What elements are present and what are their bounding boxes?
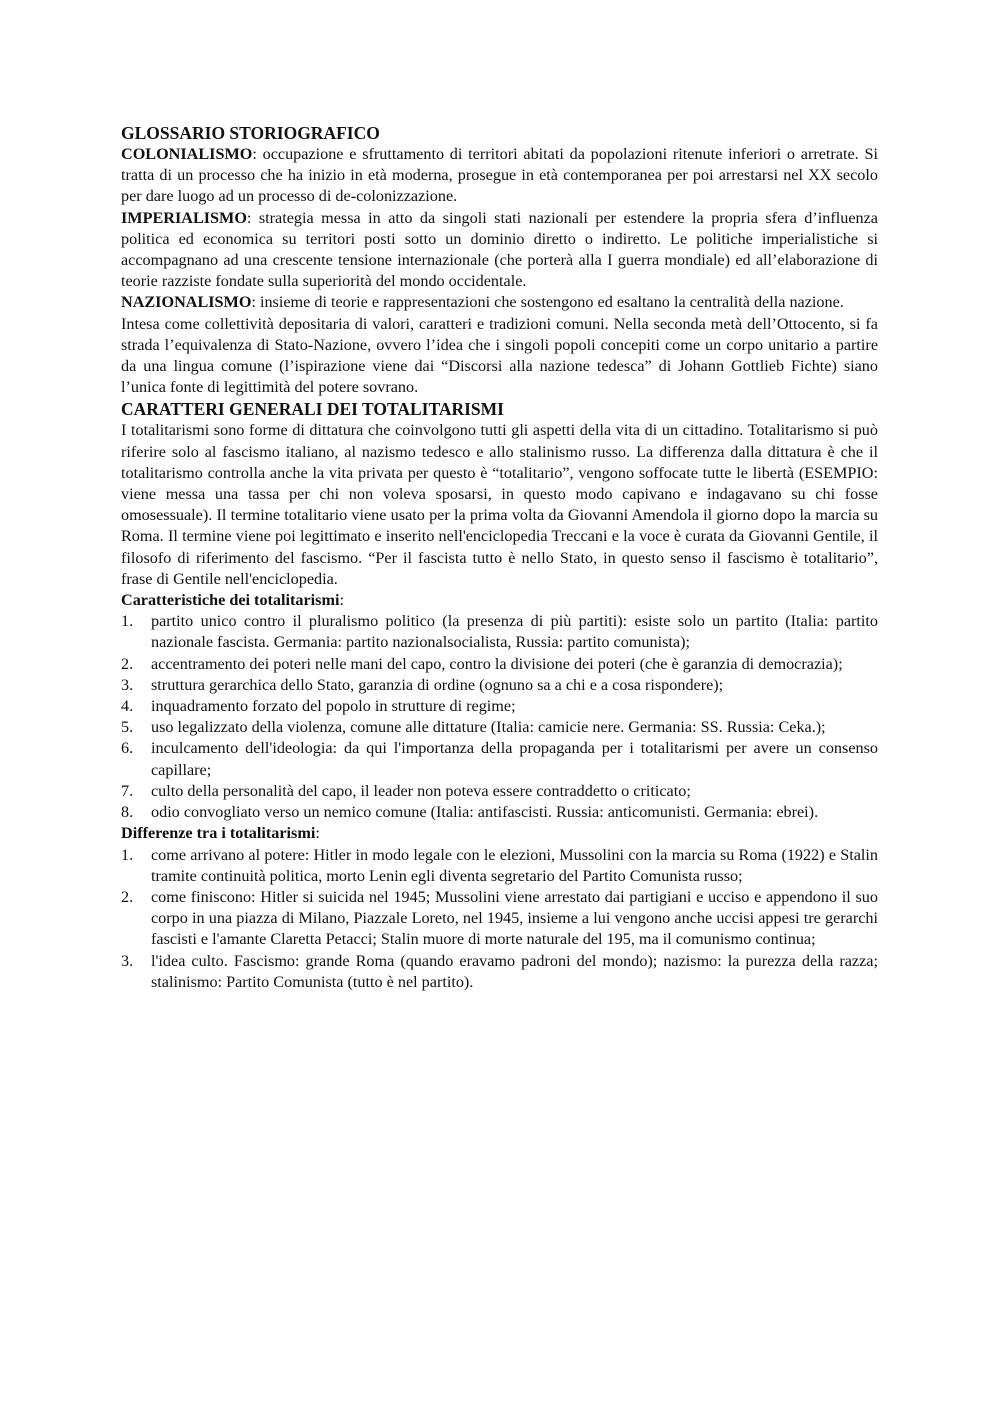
characteristics-heading: Caratteristiche dei totalitarismi xyxy=(121,591,340,610)
characteristics-heading-line xyxy=(121,590,878,611)
list-item xyxy=(121,781,878,802)
list-number: 2. xyxy=(121,887,134,906)
list-item-text: l'idea culto. Fascismo: grande Roma (quando eravamo padroni del mondo); nazismo: la purezza della razza; stalinismo: Partito Comunista (tutto è nel partito). xyxy=(151,951,878,991)
list-item-text: come arrivano al potere: Hitler in modo legale con le elezioni, Mussolini con la marcia su Roma (1922) e Stalin tramite continuità politica, morto Lenin egli diventa segretario del Partito Comunista russo; xyxy=(151,845,878,885)
list-item xyxy=(121,887,878,951)
list-number: 1. xyxy=(121,845,134,864)
characteristics-list xyxy=(121,611,878,823)
nation-paragraph: Intesa come collettività depositaria di valori, caratteri e tradizioni comuni. Nella seconda metà dell’Ottocento, si fa strada l’equivalenza di Stato-Nazione, ovvero l’idea che i singoli popoli concepiti come un corpo unitario a partire da una lingua comune (l’ispirazione viene dai “Discorsi alla nazione tedesca” di Johann Gottlieb Fichte) siano l’unica fonte di legittimità del potere sovrano. xyxy=(121,314,878,397)
glossary-title: GLOSSARIO STORIOGRAFICO xyxy=(121,123,380,143)
list-item xyxy=(121,654,878,675)
list-number: 6. xyxy=(121,739,134,758)
differences-heading-line xyxy=(121,823,878,844)
definition-imperialismo: : strategia messa in atto da singoli stati nazionali per estendere la propria sfera d’influenza politica ed economica su territori posti sotto un dominio diretto o indiretto. Le politiche imperialistiche si accompagnano ad una crescente tensione internazionale (che porterà alla I guerra mondiale) ed all’elaborazione di teorie razziste fondate sulla superiorità del mondo occidentale. xyxy=(121,208,878,291)
differences-colon: : xyxy=(315,824,320,843)
list-number: 4. xyxy=(121,697,134,716)
list-number: 3. xyxy=(121,951,134,970)
glossary-entry-imperialismo xyxy=(121,208,878,293)
list-number: 8. xyxy=(121,803,134,822)
differences-list xyxy=(121,845,878,993)
list-item-text: struttura gerarchica dello Stato, garanzia di ordine (ognuno sa a chi e a cosa rispondere); xyxy=(151,675,724,694)
list-item-text: inculcamento dell'ideologia: da qui l'importanza della propaganda per i totalitarismi per avere un consenso capillare; xyxy=(151,739,878,779)
list-item-text: odio convogliato verso un nemico comune (Italia: antifascisti. Russia: anticomunisti. Germania: ebrei). xyxy=(151,803,819,822)
list-number: 3. xyxy=(121,675,134,694)
list-item xyxy=(121,738,878,780)
list-item-text: inquadramento forzato del popolo in strutture di regime; xyxy=(151,697,516,716)
term-imperialismo: IMPERIALISMO xyxy=(121,208,247,227)
term-colonialismo: COLONIALISMO xyxy=(121,145,253,163)
term-nazionalismo: NAZIONALISMO xyxy=(121,293,252,312)
list-item xyxy=(121,717,878,738)
definition-colonialismo: : occupazione e sfruttamento di territori abitati da popolazioni ritenute inferiori o arretrate. Si tratta di un processo che ha inizio in età moderna, prosegue in età contemporanea per poi arrestarsi nel XX secolo per dare luogo ad un processo di de-colonizzazione. xyxy=(121,145,878,206)
list-item-text: accentramento dei poteri nelle mani del capo, contro la divisione dei poteri (che è garanzia di democrazia); xyxy=(151,654,843,673)
totalitarianism-intro: I totalitarismi sono forme di dittatura che coinvolgono tutti gli aspetti della vita di un cittadino. Totalitarismo si può riferire solo al fascismo italiano, al nazismo tedesco e allo stalinismo russo. La differenza dalla dittatura è che il totalitarismo controlla anche la vita privata per questo è “totalitario”, vengono soffocate tutte le libertà (ESEMPIO: viene messa una tassa per chi non voleva sposarsi, in questo modo capivano e indagavano su chi fosse omosessuale). Il termine totalitario viene usato per la prima volta da Giovanni Amendola il giorno dopo la marcia su Roma. Il termine viene poi legittimato e inserito nell'enciclopedia Treccani e la voce è curata da Giovanni Gentile, il filosofo di riferimento del fascismo. “Per il fascista tutto è nello Stato, in questo senso il fascismo è totalitario”, frase di Gentile nell'enciclopedia. xyxy=(121,421,878,588)
list-item-text: partito unico contro il pluralismo politico (la presenza di più partiti): esiste solo un partito (Italia: partito nazionale fascista. Germania: partito nazionalsocialista, Russia: partito comunista); xyxy=(151,612,878,652)
list-number: 5. xyxy=(121,718,134,737)
document-page xyxy=(121,122,878,993)
list-number: 7. xyxy=(121,781,134,800)
totalitarianism-title: CARATTERI GENERALI DEI TOTALITARISMI xyxy=(121,399,504,420)
list-item xyxy=(121,611,878,653)
glossary-entry-nazionalismo xyxy=(121,292,878,313)
list-item xyxy=(121,675,878,696)
glossary-entry-colonialismo xyxy=(121,144,878,208)
list-number: 2. xyxy=(121,654,134,673)
list-item xyxy=(121,951,878,993)
list-item xyxy=(121,845,878,887)
characteristics-colon: : xyxy=(339,591,344,610)
list-item-text: come finiscono: Hitler si suicida nel 1945; Mussolini viene arrestato dai partigiani e ucciso e appendono il suo corpo in una piazza di Milano, Piazzale Loreto, nel 1945, insieme a lui vengono anche uccisi appesi tre gerarchi fascisti e l'amante Claretta Petacci; Stalin muore di morte naturale del 195, ma il comunismo continua; xyxy=(151,887,878,949)
definition-nazionalismo: : insieme di teorie e rappresentazioni che sostengono ed esaltano la centralità della nazione. xyxy=(251,293,844,312)
list-item-text: uso legalizzato della violenza, comune alle dittature (Italia: camicie nere. Germania: SS. Russia: Ceka.); xyxy=(151,718,826,737)
list-item-text: culto della personalità del capo, il leader non poteva essere contraddetto o criticato; xyxy=(151,781,691,800)
list-number: 1. xyxy=(121,612,134,631)
list-item xyxy=(121,802,878,823)
differences-heading: Differenze tra i totalitarismi xyxy=(121,824,316,843)
list-item xyxy=(121,696,878,717)
